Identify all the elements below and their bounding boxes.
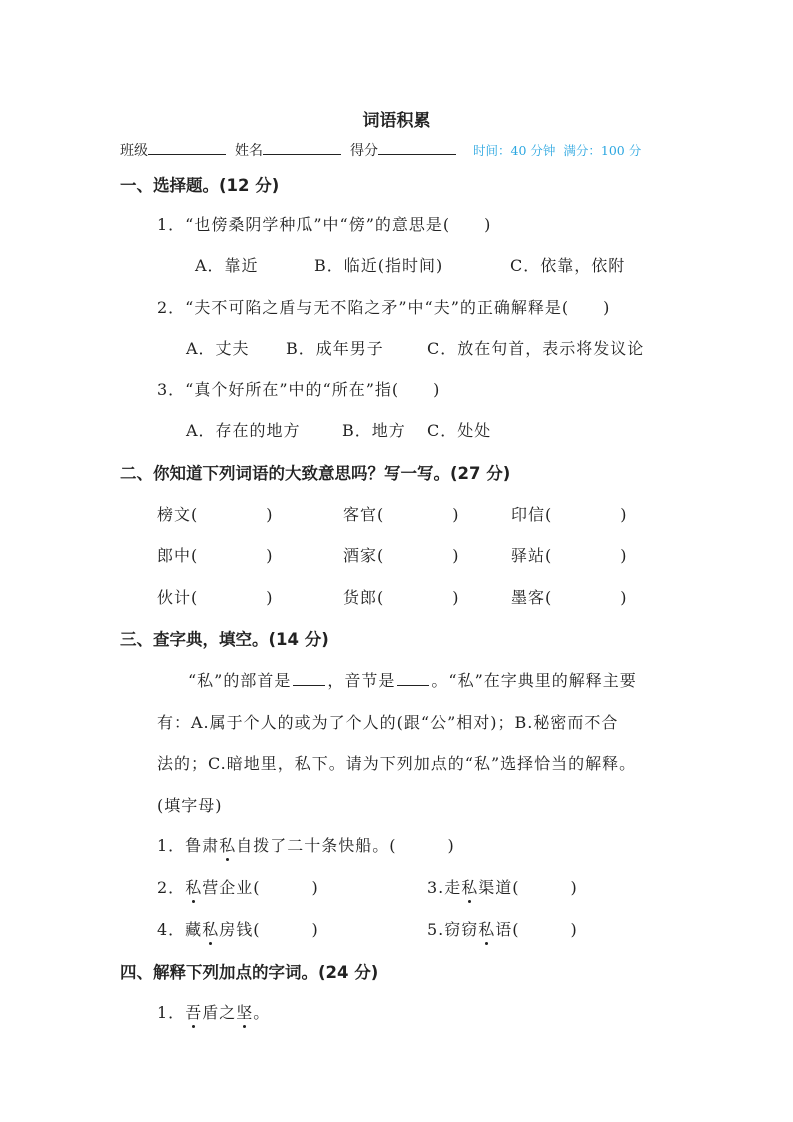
s3-q5-pre: 5.窃窃 [427,920,479,939]
s4-q1[interactable] [157,1000,270,1023]
s3-paragraph-line-3: 法的；C.暗地里，私下。请为下列加点的“私”选择恰当的解释。 [157,754,637,773]
s3-para-part-b: ，音节是 [327,671,396,690]
s3-q5[interactable] [427,917,578,940]
s4-q1-post: 。 [253,1003,271,1022]
s1-q1-stem: 1．“也傍桑阴学种瓜”中“傍”的意思是( ) [157,215,492,234]
class-label: 班级 [120,143,148,159]
s2-word-moke[interactable]: 墨客( ) [511,588,628,607]
section-3-heading: 三、查字典，填空。(14 分) [120,630,329,649]
time-limit: 时间：40 分钟 [473,143,556,158]
s3-q1-pre: 1．鲁肃 [157,836,220,855]
s3-q4-dotted-char: 私 [202,917,219,940]
s2-word-jiujia[interactable]: 酒家( ) [343,546,460,565]
s3-paragraph-line-1 [188,668,637,691]
s3-paragraph-line-2: 有：A.属于个人的或为了个人的(跟“公”相对)；B.秘密而不合 [157,713,619,732]
section-4-heading: 四、解释下列加点的字词。(24 分) [120,963,379,982]
s3-q2-dotted-char: 私 [185,875,202,898]
name-blank[interactable] [263,140,341,155]
s2-word-langzhong[interactable]: 郎中( ) [157,546,274,565]
s3-q2[interactable] [157,875,319,898]
s3-para-part-c: 。“私”在字典里的解释主要 [431,671,637,690]
s3-q4-pre: 4．藏 [157,920,203,939]
s3-q3-pre: 3.走 [427,878,462,897]
section-1-heading: 一、选择题。(12 分) [120,176,280,195]
s1-q2-option-c[interactable]: C．放在句首，表示将发议论 [427,339,645,358]
s1-q1-option-c[interactable]: C．依靠，依附 [510,256,626,275]
s1-q1-option-a[interactable]: A．靠近 [195,256,259,275]
s3-q1-dotted-char: 私 [219,833,236,856]
s3-q5-post: 语( ) [495,920,578,939]
s2-word-huolang[interactable]: 货郎( ) [343,588,460,607]
score-blank[interactable] [378,140,456,155]
section-2-heading: 二、你知道下列词语的大致意思吗？写一写。(27 分) [120,464,511,483]
s3-paragraph-line-4: (填字母) [157,796,223,815]
s2-word-bangwen[interactable]: 榜文( ) [157,505,274,524]
s1-q2-option-b[interactable]: B．成年男子 [286,339,384,358]
s1-q3-option-b[interactable]: B．地方 [342,421,406,440]
s4-q1-pre: 1． [157,1003,186,1022]
s2-word-keguan[interactable]: 客官( ) [343,505,460,524]
s3-q3[interactable] [427,875,578,898]
s1-q2-stem: 2．“夫不可陷之盾与无不陷之矛”中“夫”的正确解释是( ) [157,298,611,317]
s3-q1[interactable] [157,833,455,856]
s4-q1-dotted-char-2: 坚 [236,1000,253,1023]
s3-q2-pre: 2． [157,878,186,897]
s4-q1-mid: 盾之 [202,1003,237,1022]
s1-q2-option-a[interactable]: A．丈夫 [186,339,250,358]
s3-q5-dotted-char: 私 [478,917,495,940]
class-blank[interactable] [148,140,226,155]
pinyin-blank[interactable] [397,671,429,686]
name-label: 姓名 [235,143,263,159]
full-marks: 满分：100 分 [563,143,642,158]
page-title: 词语积累 [362,111,431,131]
score-label: 得分 [350,143,378,159]
s3-q4-post: 房钱( ) [219,920,319,939]
s3-para-part-a: “私”的部首是 [188,671,292,690]
s4-q1-dotted-char-1: 吾 [185,1000,202,1023]
exam-meta [473,141,649,159]
s3-q2-post: 营企业( ) [202,878,319,897]
s2-word-huoji[interactable]: 伙计( ) [157,588,274,607]
s2-word-yizhan[interactable]: 驿站( ) [511,546,628,565]
student-info-row [120,140,680,160]
s1-q3-option-a[interactable]: A．存在的地方 [186,421,301,440]
s1-q3-option-c[interactable]: C．处处 [427,421,492,440]
s3-q1-post: 自拨了二十条快船。( ) [236,836,455,855]
s3-q4[interactable] [157,917,319,940]
s3-q3-post: 渠道( ) [478,878,578,897]
radical-blank[interactable] [293,671,325,686]
s3-q3-dotted-char: 私 [461,875,478,898]
s1-q3-stem: 3．“真个好所在”中的“所在”指( ) [157,380,441,399]
s1-q1-option-b[interactable]: B．临近(指时间) [314,256,444,275]
s2-word-yinxin[interactable]: 印信( ) [511,505,628,524]
